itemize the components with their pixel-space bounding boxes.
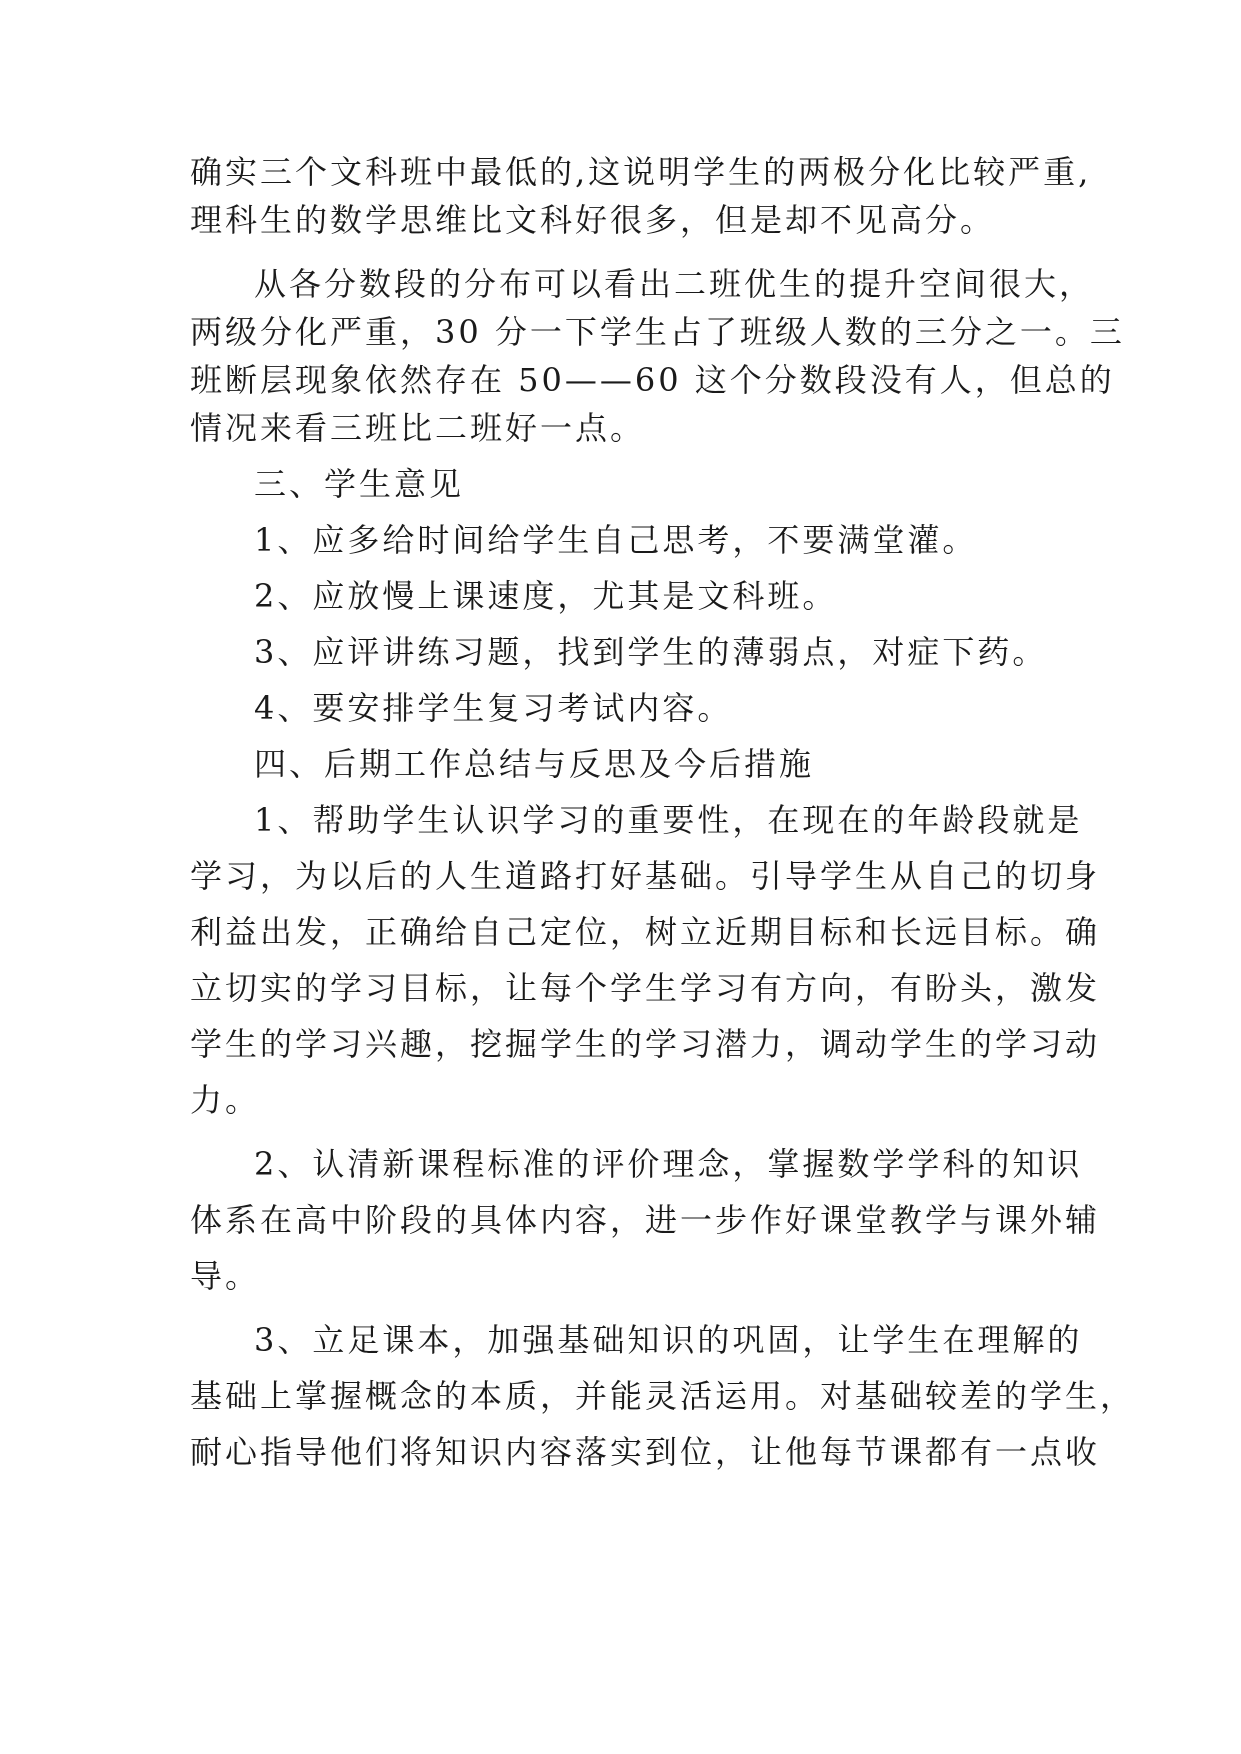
text-line: 两级分化严重，30 分一下学生占了班级人数的三分之一。三 bbox=[190, 313, 1125, 351]
list-item: 2、应放慢上课速度，尤其是文科班。 bbox=[254, 577, 838, 615]
paragraph-first-line: 3、立足课本，加强基础知识的巩固，让学生在理解的 bbox=[254, 1321, 1083, 1359]
paragraph-first-line: 从各分数段的分布可以看出二班优生的提升空间很大， bbox=[254, 265, 1095, 303]
text-line: 学习，为以后的人生道路打好基础。引导学生从自己的切身 bbox=[190, 857, 1101, 895]
section-heading: 四、后期工作总结与反思及今后措施 bbox=[254, 745, 815, 783]
paragraph-first-line: 1、帮助学生认识学习的重要性，在现在的年龄段就是 bbox=[254, 801, 1083, 839]
text-line: 耐心指导他们将知识内容落实到位，让他每节课都有一点收 bbox=[190, 1433, 1101, 1471]
list-item: 1、应多给时间给学生自己思考，不要满堂灌。 bbox=[254, 521, 978, 559]
text-line: 力。 bbox=[190, 1081, 261, 1119]
paragraph-first-line: 2、认清新课程标准的评价理念，掌握数学学科的知识 bbox=[254, 1145, 1083, 1183]
text-line: 情况来看三班比二班好一点。 bbox=[190, 409, 646, 447]
text-line: 学生的学习兴趣，挖掘学生的学习潜力，调动学生的学习动 bbox=[190, 1025, 1101, 1063]
section-heading: 三、学生意见 bbox=[254, 465, 465, 503]
list-item: 4、要安排学生复习考试内容。 bbox=[254, 689, 733, 727]
text-line: 班断层现象依然存在 50——60 这个分数段没有人，但总的 bbox=[190, 361, 1115, 399]
text-line: 理科生的数学思维比文科好很多，但是却不见高分。 bbox=[190, 201, 996, 239]
text-line: 确实三个文科班中最低的,这说明学生的两极分化比较严重, bbox=[190, 153, 1092, 191]
text-line: 基础上掌握概念的本质，并能灵活运用。对基础较差的学生， bbox=[190, 1377, 1136, 1415]
text-line: 立切实的学习目标，让每个学生学习有方向，有盼头，激发 bbox=[190, 969, 1101, 1007]
text-line: 体系在高中阶段的具体内容，进一步作好课堂教学与课外辅 bbox=[190, 1201, 1101, 1239]
text-line: 导。 bbox=[190, 1257, 261, 1295]
list-item: 3、应评讲练习题，找到学生的薄弱点，对症下药。 bbox=[254, 633, 1048, 671]
text-line: 利益出发，正确给自己定位，树立近期目标和长远目标。确 bbox=[190, 913, 1101, 951]
